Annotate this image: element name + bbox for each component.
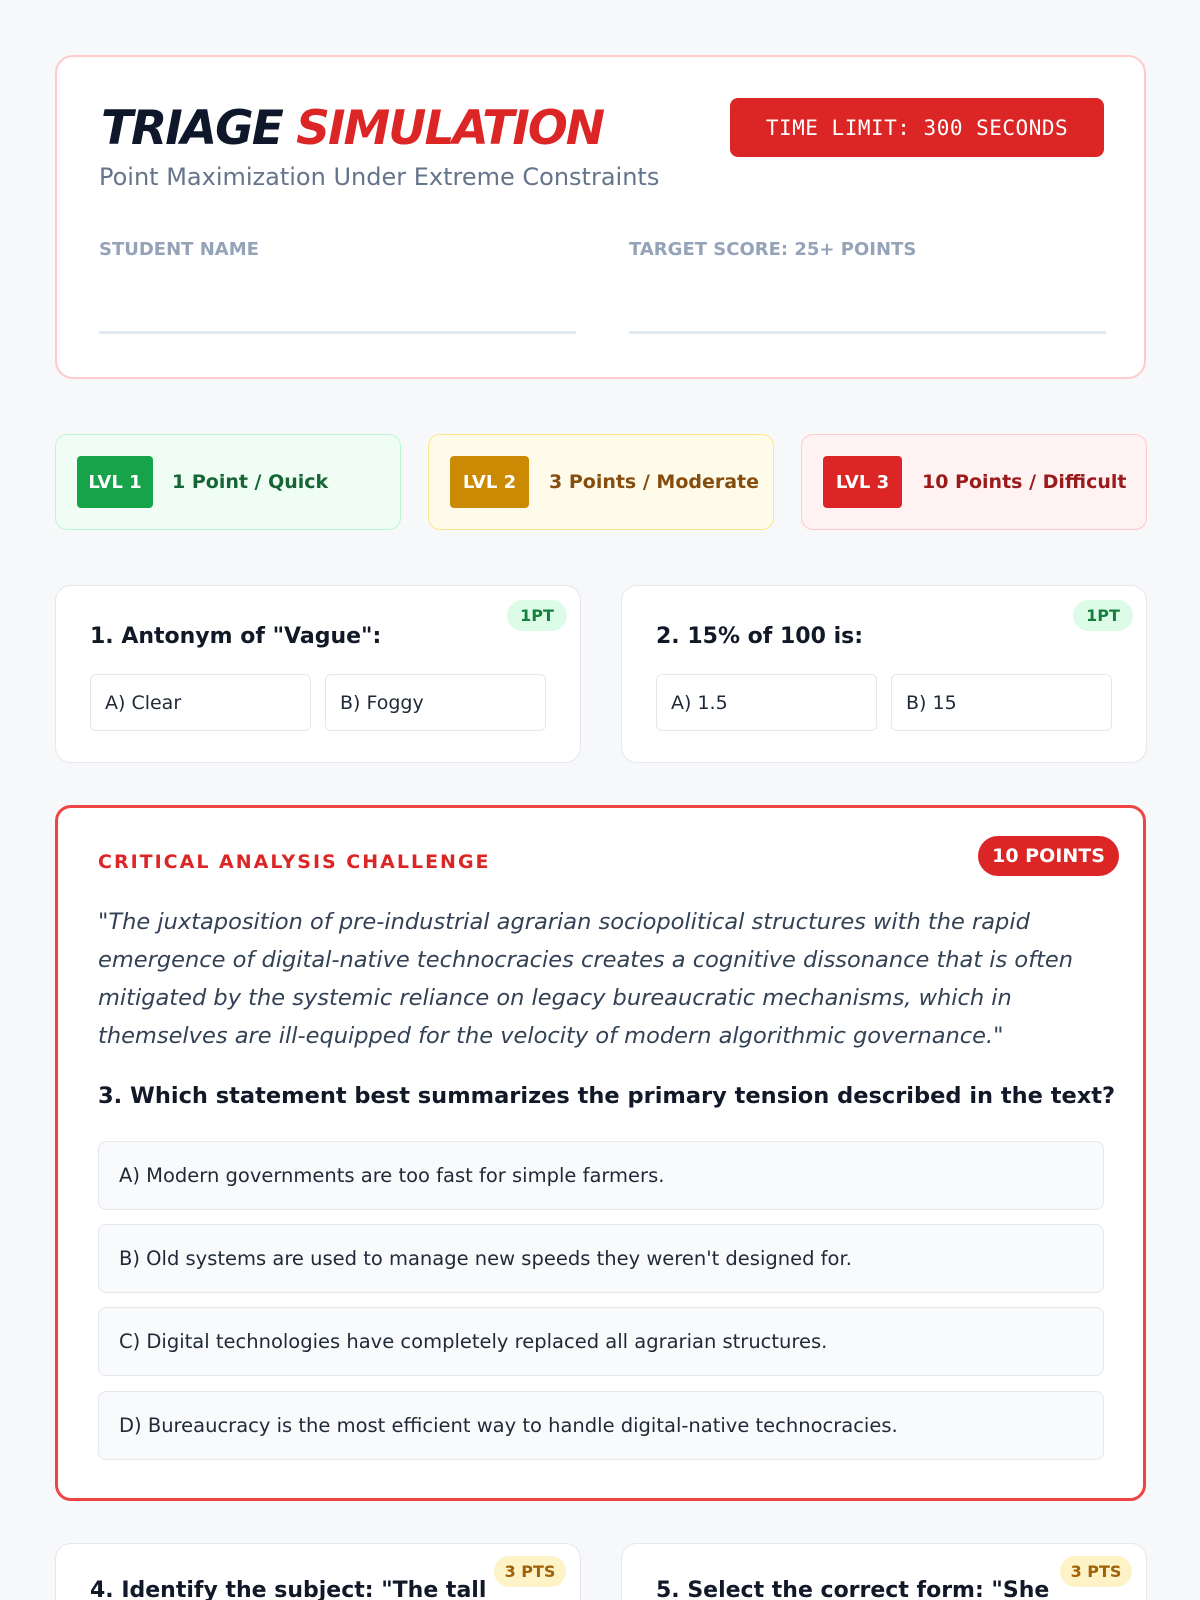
question-3-option-a[interactable]: A) Modern governments are too fast for simple farmers. (98, 1141, 1104, 1210)
critical-analysis-card (55, 805, 1146, 1501)
student-name-label: STUDENT NAME (99, 239, 259, 260)
page-title (101, 101, 603, 157)
time-limit-badge: TIME LIMIT: 300 SECONDS (730, 98, 1104, 157)
question-2-points-badge: 1PT (1073, 600, 1133, 631)
question-4-text: 4. Identify the subject: "The tall (90, 1578, 487, 1600)
question-2-option-a[interactable]: A) 1.5 (656, 674, 877, 731)
level-1-tag: LVL 1 (77, 456, 153, 508)
target-score-field[interactable] (629, 331, 1106, 334)
question-2-card (621, 585, 1147, 763)
title-part-triage: TRIAGE (101, 101, 282, 156)
level-2-tag: LVL 2 (450, 456, 529, 508)
question-5-card (621, 1543, 1147, 1600)
question-3-option-c[interactable]: C) Digital technologies have completely replaced all agrarian structures. (98, 1307, 1104, 1376)
question-1-option-b[interactable]: B) Foggy (325, 674, 546, 731)
question-3-option-b[interactable]: B) Old systems are used to manage new speeds they weren't designed for. (98, 1224, 1104, 1293)
question-4-card (55, 1543, 581, 1600)
level-1-description: 1 Point / Quick (172, 471, 329, 493)
question-3-text: 3. Which statement best summarizes the primary tension described in the text? (98, 1083, 1116, 1109)
question-5-points-badge: 3 PTS (1060, 1556, 1132, 1587)
question-5-text: 5. Select the correct form: "She (656, 1578, 1050, 1600)
level-3-tag: LVL 3 (823, 456, 902, 508)
level-2-description: 3 Points / Moderate (549, 471, 760, 493)
level-3-card (801, 434, 1147, 530)
title-part-simulation: SIMULATION (296, 101, 604, 156)
question-2-option-b[interactable]: B) 15 (891, 674, 1112, 731)
critical-analysis-label: CRITICAL ANALYSIS CHALLENGE (98, 851, 491, 873)
student-name-field[interactable] (99, 331, 576, 334)
question-4-points-badge: 3 PTS (494, 1556, 566, 1587)
question-1-option-a[interactable]: A) Clear (90, 674, 311, 731)
page-subtitle: Point Maximization Under Extreme Constraints (99, 163, 660, 191)
level-1-card (55, 434, 401, 530)
question-1-points-badge: 1PT (507, 600, 567, 631)
critical-points-badge: 10 POINTS (978, 836, 1119, 876)
target-score-label: TARGET SCORE: 25+ POINTS (629, 239, 917, 260)
reading-passage: "The juxtaposition of pre-industrial agrarian sociopolitical structures with the rapid emergence of digital-native technocracies creates a cognitive dissonance that is often mitigated by the systemic reliance on legacy bureaucratic mechanisms, which in themselves are ill-equipped for the velocity of modern algorithmic governance." (98, 909, 1074, 1049)
question-1-text: 1. Antonym of "Vague": (90, 624, 382, 649)
level-3-description: 10 Points / Difficult (922, 471, 1127, 493)
header-card (55, 55, 1146, 379)
question-3-option-d[interactable]: D) Bureaucracy is the most efficient way to handle digital-native technocracies. (98, 1391, 1104, 1460)
question-2-text: 2. 15% of 100 is: (656, 624, 864, 649)
question-1-card (55, 585, 581, 763)
level-2-card (428, 434, 774, 530)
